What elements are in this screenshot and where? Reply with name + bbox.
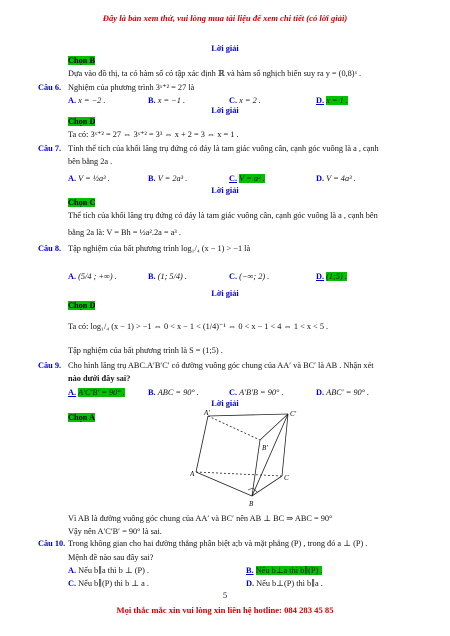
question-number: Câu 7.	[38, 144, 62, 153]
question-text: Trong không gian cho hai đường thẳng phân biệt a;b và mặt phẳng (P) , trong đó a ⊥ (P) .	[68, 539, 368, 548]
option-c: C. (−∞; 2) .	[229, 272, 270, 281]
option-d: D. V = 4a³ .	[316, 174, 356, 183]
solution-text: Tập nghiệm của bất phương trình là S = (1;5) .	[68, 346, 223, 355]
option-c: C. x = 2 .	[229, 96, 261, 105]
option-d: D. ABC′ = 90° .	[316, 388, 370, 397]
question-number: Câu 9.	[38, 361, 62, 370]
question-text: Tính thể tích của khối lăng trụ đứng có đáy là tam giác vuông cân, cạnh góc vuông là a , cạnh	[68, 144, 379, 153]
option-b: B. x = −1 .	[148, 96, 186, 105]
answer-label: Chọn B	[68, 56, 95, 65]
solution-text: Vì AB là đường vuông góc chung của AA′ và BC′ nên AB ⊥ BC ⇒ ABC = 90°	[68, 514, 333, 523]
question-text: Mệnh đề nào sau đây sai?	[68, 553, 154, 562]
option-c: C. Nếu b∥(P) thì b ⊥ a .	[68, 579, 149, 588]
solution-heading: Lời giải	[211, 289, 239, 298]
vertex-label: C′	[290, 410, 297, 418]
solution-text: Ta có: log₁/₄ (x − 1) > −1 ⇔ 0 < x − 1 < (1/4)⁻¹ ⇔ 0 < x − 1 < 4 ⇔ 1 < x < 5 .	[68, 322, 329, 331]
question-number: Câu 8.	[38, 244, 62, 253]
vertex-label: A	[190, 470, 195, 478]
answer-label: Chọn D	[68, 301, 96, 310]
option-b: B. ABC = 90° .	[148, 388, 199, 397]
option-b: B. Nếu b⊥a thì b∥(P) .	[246, 566, 323, 575]
option-b: B. (1; 5/4) .	[148, 272, 187, 281]
page-number: 5	[222, 590, 228, 600]
footer-banner: Mọi thắc mắc xin vui lòng xin liên hệ hotline: 084 283 45 85	[116, 605, 334, 615]
solution-text: Dựa vào đồ thị, ta có hàm số có tập xác định ℝ và hàm số nghịch biến suy ra y = (0,8)ˣ .	[68, 69, 362, 78]
solution-heading: Lời giải	[211, 399, 239, 408]
solution-text: Thể tích của khối lăng trụ đứng có đáy là tam giác vuông cân, cạnh góc vuông là a , cạnh bên	[68, 211, 378, 220]
solution-heading: Lời giải	[211, 106, 239, 115]
top-banner: Đây là bản xem thử, vui lòng mua tài liệu để xem chi tiết (có lời giải)	[102, 13, 348, 23]
solution-text: bằng 2a là: V = Bh = ½a².2a = a³ .	[68, 228, 181, 237]
option-c: C. V = a³ .	[229, 174, 265, 183]
prism-figure	[190, 410, 310, 510]
vertex-label: A′	[204, 410, 210, 417]
answer-label: Chọn D	[68, 117, 96, 126]
vertex-label: B′	[262, 444, 268, 452]
option-d: D. (1;5) .	[316, 272, 347, 281]
option-d: D. Nếu b⊥(P) thì b∥a .	[246, 579, 323, 588]
option-c: C. A′B′B = 90° .	[229, 388, 284, 397]
solution-text: Ta có: 3ˣ⁺² = 27 ⇔ 3ˣ⁺² = 3³ ⇔ x + 2 = 3 ⇔ x = 1 .	[68, 130, 239, 139]
vertex-label: B	[249, 500, 254, 508]
option-a: A. Nếu b∥a thì b ⊥ (P) .	[68, 566, 149, 575]
option-a: A. A′C′B′ = 90° .	[68, 388, 125, 397]
question-text: bên bằng 2a .	[68, 157, 113, 166]
question-number: Câu 10.	[38, 539, 66, 548]
solution-text: Vậy nên A′C′B′ = 90° là sai.	[68, 527, 162, 536]
option-b: B. V = 2a³ .	[148, 174, 188, 183]
solution-heading: Lời giải	[211, 186, 239, 195]
option-d: D. x = 1 .	[316, 96, 348, 105]
option-a: A. (5/4 ; +∞) .	[68, 272, 117, 281]
vertex-label: C	[284, 474, 289, 482]
answer-label: Chọn A	[68, 413, 95, 422]
option-a: A. V = ½a³ .	[68, 174, 110, 183]
option-a: A. x = −2 .	[68, 96, 106, 105]
question-text: Nghiệm của phương trình 3ˣ⁺² = 27 là	[68, 83, 195, 92]
question-text: nào dưới đây sai?	[68, 374, 131, 383]
question-text: Tập nghiệm của bất phương trình log₁/₄ (x − 1) > −1 là	[68, 244, 251, 253]
question-number: Câu 6.	[38, 83, 62, 92]
question-text: Cho hình lăng trụ ABC.A′B′C′ có đường vuông góc chung của AA′ và BC′ là AB . Nhận xét	[68, 361, 374, 370]
solution-heading: Lời giải	[211, 44, 239, 53]
answer-label: Chọn C	[68, 198, 96, 207]
